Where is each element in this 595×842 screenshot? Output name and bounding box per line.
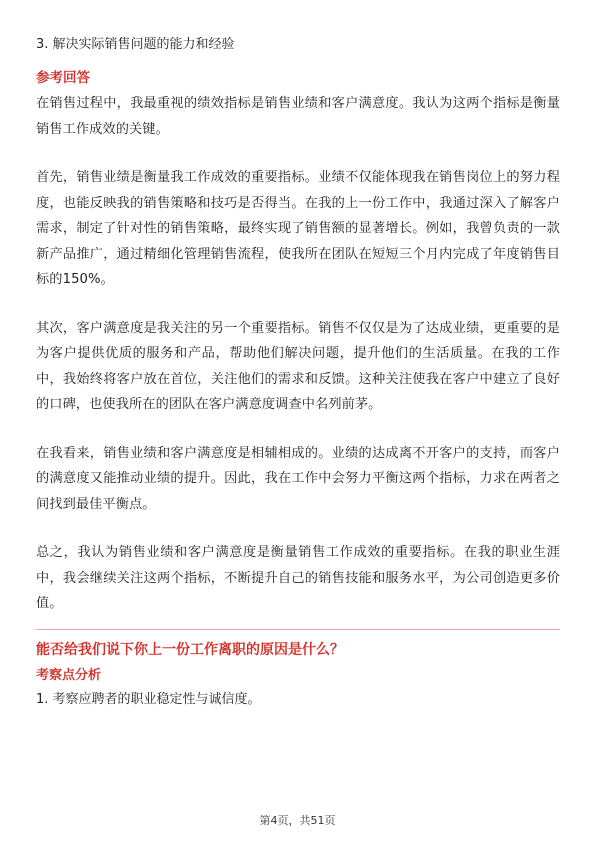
analysis-heading: 考察点分析 xyxy=(36,667,102,683)
reference-answer-heading: 参考回答 xyxy=(36,70,90,86)
section-divider xyxy=(36,629,560,630)
page-content xyxy=(36,34,560,711)
question-title: 能否给我们说下你上一份工作离职的原因是什么？ xyxy=(36,641,344,658)
paragraph-gap xyxy=(36,142,560,165)
paragraph-gap xyxy=(36,418,560,441)
page-number-footer: 第4页，共51页 xyxy=(259,814,336,827)
paragraph-gap xyxy=(36,293,560,316)
analysis-point-1: 1. 考察应聘者的职业稳定性与诚信度。 xyxy=(36,691,261,707)
answer-paragraph-5: 总之，我认为销售业绩和客户满意度是衡量销售工作成效的重要指标。在我的职业生涯中，我会继续关注这两个指标，不断提升自己的销售技能和服务水平，为公司创造更多价值。 xyxy=(36,545,560,611)
answer-paragraph-1: 在销售过程中，我最重视的绩效指标是销售业绩和客户满意度。我认为这两个指标是衡量销售工作成效的关键。 xyxy=(36,96,560,137)
answer-paragraph-3: 其次，客户满意度是我关注的另一个重要指标。销售不仅仅是为了达成业绩，更重要的是为客户提供优质的服务和产品，帮助他们解决问题，提升他们的生活质量。在我的工作中，我始终将客户放在首位，关注他们的需求和反馈。这种关注使我在客户中建立了良好的口碑，也使我所在的团队在客户满意度调查中名列前茅。 xyxy=(36,320,560,412)
section-item: 3. 解决实际销售问题的能力和经验 xyxy=(36,37,235,52)
paragraph-gap xyxy=(36,517,560,540)
answer-paragraph-2: 首先，销售业绩是衡量我工作成效的重要指标。业绩不仅能体现我在销售岗位上的努力程度，也能反映我的销售策略和技巧是否得当。在我的上一份工作中，我通过深入了解客户需求，制定了针对性的销售策略，最终实现了销售额的显著增长。例如，我曾负责的一款新产品推广，通过精细化管理销售流程，使我所在团队在短短三个月内完成了年度销售目标的150%。 xyxy=(36,170,560,287)
answer-paragraph-4: 在我看来，销售业绩和客户满意度是相辅相成的。业绩的达成离不开客户的支持，而客户的满意度又能推动业绩的提升。因此，我在工作中会努力平衡这两个指标，力求在两者之间找到最佳平衡点。 xyxy=(36,445,560,512)
